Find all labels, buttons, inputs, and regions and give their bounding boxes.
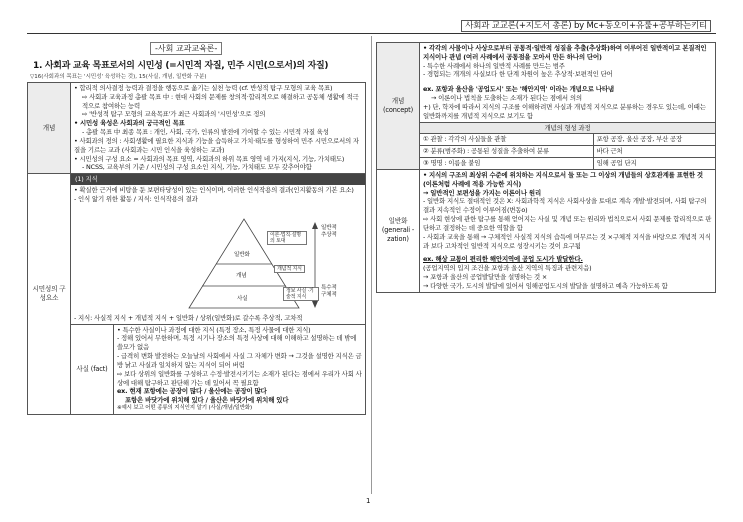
concept-line: ⇨ '반성적 탐구 모형의 교육목표'가 최근 사회과의 '시민성'으로 정의 [82,110,266,119]
pyramid-box-middle: 개념적 지식 [274,265,305,273]
generalization-label: 일반화 (generali -zation) [377,169,420,292]
fact-content [114,324,366,414]
stage-example: 임해 공업 단지 [593,158,715,170]
pyramid-middle-label: 개념 [236,272,247,279]
gen-example: ex. 해상 교통이 편리한 해안지역에 공업 도시가 발달한다. [423,255,583,264]
concept-en-line: • 각각의 사물이나 사상으로부터 공통적·일반적 성질을 추출(추상화)하여 이루어진 일반적이고 본질적인 지식이나 관념 (여러 사례에서 공통점을 모아서 만든 하나의 단어) [423,44,707,61]
concept-line: • 시민성의 구성 요소 = 사회과의 목표 영역, 사회과의 하위 목표 영역 네 가지(지식, 기능, 가치태도) [74,154,345,163]
fact-label: 사실 (fact) [71,324,114,414]
concept-en-line: - 경험되는 개개의 사실보다 한 단계 차원이 높은 추상적·보편적인 단어 [423,70,613,79]
fact-line: - 정해 있어서 무한하며, 특정 시기나 장소의 특정 사상에 대해 이해하고 설명하는 데 밖에 쓸모가 없음 [117,334,357,352]
fact-example: ex. 현재 포항에는 공장이 많다 / 울산에는 공장이 많다 [117,387,267,396]
generalization-content [420,169,716,292]
concept-label: 개념 [28,83,71,174]
concept-en-content [420,43,716,123]
running-header: 사회과 교교론(+지도서 총론) by Mc+동오이+유룰+공부하는키티 [461,19,711,31]
arrow-head-down [312,301,318,308]
left-content-table [27,82,366,415]
gen-line: → 포항과 울산의 공업발달만을 설명하는 것 × [423,273,548,282]
fact-line: - 급격히 변화 발전하는 오늘날의 사회에서 사실 그 자체가 변화 → 그것을 설명한 지식은 금방 낡고 사실과 일치하지 않는 지식이 되어 버림 [117,352,362,369]
gen-line: ⇨ 사회 현상에 관한 탐구를 통해 얻어지는 사실 및 개념 또는 원리와 법칙으로서 사회 문제를 합리적으로 판단하고 결정하는 데 중요한 역할을 함 [423,215,712,232]
pyramid-top-label: 일반화 [234,251,250,258]
stage-step: ② 분류(범주화) : 공통된 성질을 추출하여 분류 [420,146,594,158]
stage-step: ① 관찰 : 각각의 사실들을 관찰 [420,134,594,146]
stage-example: 포항 공장, 울산 공장, 부산 공장 [593,134,715,146]
knowledge-summary: - 지식: 사실적 지식 + 개념적 지식 + 일반화 / 상위(일반화)로 갈수록 추상적, 고차적 [74,313,303,322]
arrow-head-up [312,222,318,229]
components-label: 시민성의 구성요소 [28,174,71,414]
header-rule [27,33,716,34]
concept-line: • 사회과의 정의 : 사회생활에 필요한 지식과 기능을 습득하고 가치·태도를 형성하여 민주 시민으로서의 자질을 기르는 교과 (사회과는 시민 인식을 육성하는 교과) [74,136,359,154]
gen-line: • 지식의 구조의 최상위 수준에 위치하는 지식으로서 둘 또는 그 이상의 개념들의 상호관계를 표현한 것 (이론처럼 사례에 적용 가능한 지식) [423,170,703,188]
gen-line: (공업지역의 입지 조건을 포항과 울산 지역의 특징과 관련지음) [423,264,592,273]
main-title: 1. 사회과 교육 목표로서의 시민성 (=시민적 자질, 민주 시민(으로서)의 자질) [33,61,329,71]
concept-en-line: +) 단, 학자에 따라서 지식의 구조를 이해하려면 사실과 개념적 지식으로 분류하는 경우도 있는데, 이때는 일반화까지를 개념적 지식으로 보기도 함 [423,102,706,120]
concept-line: • 시민성 육성은 사회과의 궁극적인 목표 [74,119,185,128]
pyramid-box-top: 이론·법칙·설명의 토대 [267,231,307,245]
side-label-bottom: 특수적 구체적 [321,284,337,299]
gen-line: → 일반적인 보편성을 가지는 이론이나 원리 [423,188,541,197]
formation-header: 개념의 형성 과정 [420,122,716,134]
right-content-table [376,42,716,293]
fact-line: ⇨ 보다 상위의 일반화를 구성하고 수정·발전시키기는 소재가 된다는 점에서 우리가 사회 사상에 대해 탐구하고 판단해 가는 데 있어서 꼭 필요함 [117,369,362,387]
concept-line: • 합리적 의사결정 능력과 결정을 행동으로 옮기는 실천 능력 (cf. 반성적 탐구 모형의 교육 목표) [74,84,333,92]
fact-example: 포항은 바닷가에 위치해 있다 / 울산은 바닷가에 위치해 있다 [125,396,289,405]
concept-en-label: 개념 (concept) [377,43,420,170]
page-number: 1 [366,497,371,505]
knowledge-line: • 확실한 근거에 비탕을 둔 보편타당성이 있는 인식이며, 이러한 인식작용의 결과(인지활동의 기본 요소) [74,186,354,195]
concept-line: ⇨ 사회과 교육과정 총괄 목표 中 : 현대 사회의 문제를 창의적·합리적으로 해결하고 공동체 생활에 적극적으로 참여하는 능력 [82,92,359,110]
gen-line: - 사회과 교육을 통해 → 구체적인 사실적 지식의 습득에 머무르는 것 ×구체적 지식을 바탕으로 개념적 지식과 보다 고차적인 일반적 지식으로 성장시키는 것이 요구됨 [423,232,711,250]
pyramid-box-bottom: 정보 사실 ·기술적 지식 [283,287,319,301]
gen-line: - 일반화 지식도 절대적인 것은 X: 사회과학적 지식은 사회사상을 토대로 계속 개발·발전되며, 사회 탐구의 결과 지속적인 수정이 이루어짐(변동o) [423,197,707,215]
knowledge-header: (1) 지식 [71,174,365,185]
concept-en-line: - 특수한 사례에서 하나의 일반적 사례를 만드는 범주 [423,61,565,70]
knowledge-line: - 인식 앎기 위한 활동 / 지식: 인식작용의 결과 [74,194,198,203]
stage-example: 바다 근처 [593,146,715,158]
concept-line: - NCSS, 교육부의 기준 / 시민성의 구성 요소인 지식, 기능, 가치태도 모두 갖추어야함 [82,163,312,172]
fact-note: ※예시 보고 어떤 종류의 지식인지 알기 (사실/개념/일반화) [117,405,253,412]
section-title-box: -사회 교과교육론- [150,42,222,55]
pyramid-bottom-label: 사실 [237,295,248,302]
concept-en-example: ex. 포항과 울산을 '공업도시' 또는 '해안지역' 이라는 개념으로 나타냄 [423,85,614,94]
concept-en-line: → 이론이나 법칙을 도출하는 소재가 된다는 점에서 의의 [431,94,582,103]
stage-step: ③ 명명 : 이름을 붙임 [420,158,594,170]
side-label-top: 일반적 추상적 [321,224,337,239]
concept-content [71,83,366,174]
knowledge-section [71,174,366,324]
concept-line: - 총괄 목표 中 최종 목표 : 개인, 사회, 국가, 인류의 발전에 기여할 수 있는 시민적 자질 육성 [82,128,329,137]
sub-note: ▽16(사회과의 목표는 '시민성' 육성하는 것), 15(사실, 개념, 일반화 구분) [30,74,207,80]
knowledge-pyramid [71,205,365,313]
gen-line: → 다양한 국가, 도시의 발달에 있어서 임해공업도시의 발달을 설명하고 예측 가능하도록 함 [423,281,668,290]
fact-line: • 특수한 사실이나 과정에 대한 지식 (특정 장소, 특정 사물에 대한 지식) [117,325,311,334]
